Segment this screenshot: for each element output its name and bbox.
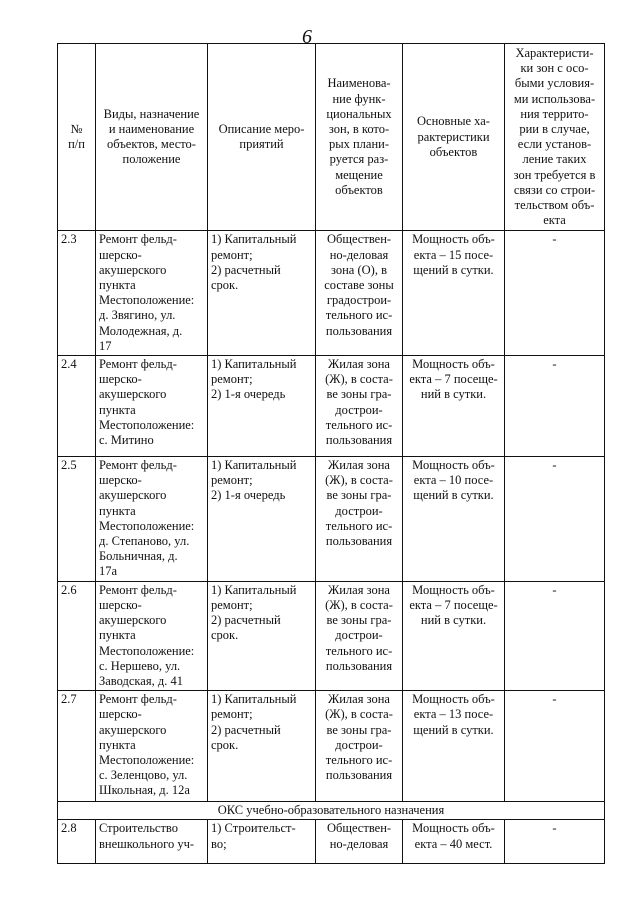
row-zone (316, 457, 403, 582)
text-line: Обществен- (326, 821, 392, 836)
text-line: связи со строи- (513, 182, 596, 197)
text-line: объектов (429, 144, 478, 159)
row-num: 2.5 (58, 457, 96, 582)
text-line: тельного ис- (325, 643, 393, 658)
row-num: 2.8 (58, 820, 96, 864)
header-description (208, 44, 316, 231)
text-line: рактеристики (417, 129, 490, 144)
text-line: ми использова- (513, 91, 596, 106)
page-number: 6 (302, 26, 312, 48)
section-title: ОКС учебно-образовательного назначения (58, 802, 605, 820)
text-line: пользования (325, 768, 393, 783)
text-line: мещение (335, 167, 383, 182)
text-line: шерско- (99, 247, 142, 262)
text-line: тельного ис- (325, 752, 393, 767)
text-line: 1) Капитальный (211, 692, 297, 707)
text-line: Виды, назначение (103, 106, 200, 121)
text-line: срок. (211, 628, 239, 643)
row-zone (316, 231, 403, 356)
text-line: Больничная, д. (99, 549, 178, 564)
text-line: 2) 1-я очередь (211, 387, 286, 402)
row-special: - (505, 457, 605, 582)
text-line: 2) расчетный (211, 722, 281, 737)
text-line: акушерского (99, 262, 167, 277)
text-line: зон требуется в (513, 167, 596, 182)
text-line: объектов (335, 182, 383, 197)
text-line: тельного ис- (325, 417, 393, 432)
text-line: пользования (325, 534, 393, 549)
text-line: шерско- (99, 473, 142, 488)
row-zone (316, 356, 403, 457)
row-num: 2.4 (58, 356, 96, 457)
text-line: положение (122, 152, 181, 167)
text-line: 1) Капитальный (211, 582, 297, 597)
text-line: Молодежная, д. (99, 323, 183, 338)
text-line: ремонт; (211, 247, 253, 262)
row-special: - (505, 820, 605, 864)
text-line: Мощность объ- (412, 821, 495, 836)
text-line: тельного ис- (325, 308, 393, 323)
text-line: приятий (239, 137, 284, 152)
text-line: (Ж), в соста- (325, 707, 393, 722)
text-line: Жилая зона (328, 357, 390, 372)
row-description (208, 457, 316, 582)
row-name (96, 691, 208, 802)
text-line: Ремонт фельд- (99, 458, 177, 473)
text-line: рых плани- (328, 137, 390, 152)
text-line: (Ж), в соста- (325, 473, 393, 488)
text-line: Жилая зона (328, 458, 390, 473)
text-line: Жилая зона (328, 692, 390, 707)
text-line: рии в случае, (519, 122, 590, 137)
text-line: ление таких (522, 152, 587, 167)
text-line: д. Звягино, ул. (99, 308, 176, 323)
table-row (58, 356, 605, 457)
text-line: Местоположение: (99, 752, 195, 767)
text-line: тельством объ- (514, 198, 595, 213)
row-description (208, 820, 316, 864)
text-line: ки зон с осо- (520, 61, 589, 76)
text-line: ремонт; (211, 597, 253, 612)
text-line: Наименова- (327, 76, 391, 91)
text-line: екта – 15 посе- (413, 247, 494, 262)
row-special: - (505, 231, 605, 356)
text-line: екта – 10 посе- (413, 473, 494, 488)
table-row (58, 820, 605, 864)
text-line: Жилая зона (328, 582, 390, 597)
text-line: ве зоны гра- (326, 722, 392, 737)
text-line: шерско- (99, 372, 142, 387)
row-characteristics (403, 231, 505, 356)
text-line: Мощность объ- (412, 692, 495, 707)
text-line: зона (О), в (331, 262, 387, 277)
text-line: шерско- (99, 707, 142, 722)
text-line: пункта (99, 402, 136, 417)
text-line: циональных (326, 106, 392, 121)
text-line: Мощность объ- (412, 357, 495, 372)
row-num: 2.3 (58, 231, 96, 356)
header-special-zones (505, 44, 605, 231)
text-line: 2) расчетный (211, 613, 281, 628)
row-name (96, 457, 208, 582)
text-line: щений в сутки. (413, 262, 494, 277)
section-row (58, 802, 605, 820)
text-line: Местоположение: (99, 417, 195, 432)
header-num (58, 44, 96, 231)
text-line: Ремонт фельд- (99, 357, 177, 372)
text-line: дострои- (335, 737, 383, 752)
header-characteristics (403, 44, 505, 231)
table-row (58, 231, 605, 356)
text-line: пункта (99, 503, 136, 518)
text-line: п/п (68, 137, 85, 152)
row-num: 2.6 (58, 581, 96, 690)
text-line: акушерского (99, 387, 167, 402)
text-line: Ремонт фельд- (99, 692, 177, 707)
text-line: 1) Строительст- (211, 821, 296, 836)
row-name (96, 356, 208, 457)
text-line: Характеристи- (515, 46, 594, 60)
text-line: щений в сутки. (413, 722, 494, 737)
text-line: руется раз- (329, 152, 389, 167)
text-line: екта – 7 посеще- (409, 597, 498, 612)
text-line: если установ- (517, 137, 592, 152)
text-line: ве зоны гра- (326, 387, 392, 402)
text-line: пункта (99, 737, 136, 752)
row-num: 2.7 (58, 691, 96, 802)
text-line: щений в сутки. (413, 488, 494, 503)
text-line: Мощность объ- (412, 458, 495, 473)
row-characteristics (403, 356, 505, 457)
text-line: Мощность объ- (412, 582, 495, 597)
text-line: 17 (99, 338, 112, 353)
text-line: № (70, 122, 83, 137)
table-row (58, 581, 605, 690)
text-line: акушерского (99, 722, 167, 737)
text-line: ремонт; (211, 473, 253, 488)
text-line: дострои- (335, 503, 383, 518)
text-line: зон, в кото- (328, 122, 390, 137)
text-line: срок. (211, 278, 239, 293)
text-line: пользования (325, 433, 393, 448)
text-line: Местоположение: (99, 518, 195, 533)
text-line: Ремонт фельд- (99, 582, 177, 597)
text-line: ния террито- (520, 106, 589, 121)
text-line: Описание меро- (218, 122, 305, 137)
text-line: ний в сутки. (420, 387, 487, 402)
text-line: екта (543, 213, 566, 228)
text-line: составе зоны (324, 278, 394, 293)
text-line: пункта (99, 278, 136, 293)
text-line: Мощность объ- (412, 232, 495, 247)
text-line: пункта (99, 628, 136, 643)
table-header-row (58, 44, 605, 231)
text-line: ние функ- (332, 91, 386, 106)
header-name (96, 44, 208, 231)
row-description (208, 231, 316, 356)
text-line: во; (211, 836, 227, 851)
table-row (58, 691, 605, 802)
text-line: акушерского (99, 488, 167, 503)
row-zone (316, 581, 403, 690)
text-line: (Ж), в соста- (325, 597, 393, 612)
text-line: шерско- (99, 597, 142, 612)
text-line: Обществен- (326, 232, 392, 247)
row-characteristics (403, 820, 505, 864)
text-line: ремонт; (211, 707, 253, 722)
text-line: срок. (211, 737, 239, 752)
text-line: Основные ха- (417, 114, 490, 129)
text-line: екта – 13 посе- (413, 707, 494, 722)
text-line: с. Нершево, ул. (99, 658, 181, 673)
text-line: ве зоны гра- (326, 488, 392, 503)
text-line: 1) Капитальный (211, 357, 297, 372)
row-zone (316, 820, 403, 864)
text-line: ний в сутки. (420, 613, 487, 628)
objects-table (57, 43, 605, 864)
text-line: Местоположение: (99, 643, 195, 658)
text-line: с. Митино (99, 433, 154, 448)
text-line: ве зоны гра- (326, 613, 392, 628)
text-line: но-деловая (329, 836, 389, 851)
text-line: с. Зеленцово, ул. (99, 768, 188, 783)
text-line: тельного ис- (325, 518, 393, 533)
text-line: акушерского (99, 613, 167, 628)
row-special: - (505, 581, 605, 690)
text-line: екта – 7 посеще- (409, 372, 498, 387)
text-line: екта – 40 мест. (414, 836, 493, 851)
text-line: градострои- (326, 293, 392, 308)
text-line: Строительство (99, 821, 179, 836)
row-name (96, 231, 208, 356)
row-name (96, 581, 208, 690)
text-line: объектов, место- (107, 137, 196, 152)
text-line: 1) Капитальный (211, 232, 297, 247)
text-line: д. Степаново, ул. (99, 534, 190, 549)
row-characteristics (403, 691, 505, 802)
header-zone (316, 44, 403, 231)
row-characteristics (403, 581, 505, 690)
text-line: дострои- (335, 628, 383, 643)
row-description (208, 691, 316, 802)
text-line: и наименование (108, 122, 195, 137)
text-line: 1) Капитальный (211, 458, 297, 473)
text-line: 17а (99, 564, 118, 579)
text-line: 2) 1-я очередь (211, 488, 286, 503)
text-line: Школьная, д. 12а (99, 783, 190, 798)
text-line: пользования (325, 658, 393, 673)
text-line: пользования (325, 323, 393, 338)
text-line: Заводская, д. 41 (99, 673, 183, 688)
text-line: дострои- (335, 402, 383, 417)
row-description (208, 356, 316, 457)
text-line: 2) расчетный (211, 262, 281, 277)
table-row (58, 457, 605, 582)
text-line: внешкольного уч- (99, 836, 195, 851)
row-description (208, 581, 316, 690)
text-line: но-деловая (329, 247, 389, 262)
row-special: - (505, 356, 605, 457)
row-special: - (505, 691, 605, 802)
text-line: ремонт; (211, 372, 253, 387)
row-zone (316, 691, 403, 802)
text-line: Ремонт фельд- (99, 232, 177, 247)
text-line: (Ж), в соста- (325, 372, 393, 387)
text-line: быми условия- (514, 76, 595, 91)
row-characteristics (403, 457, 505, 582)
row-name (96, 820, 208, 864)
text-line: Местоположение: (99, 293, 195, 308)
